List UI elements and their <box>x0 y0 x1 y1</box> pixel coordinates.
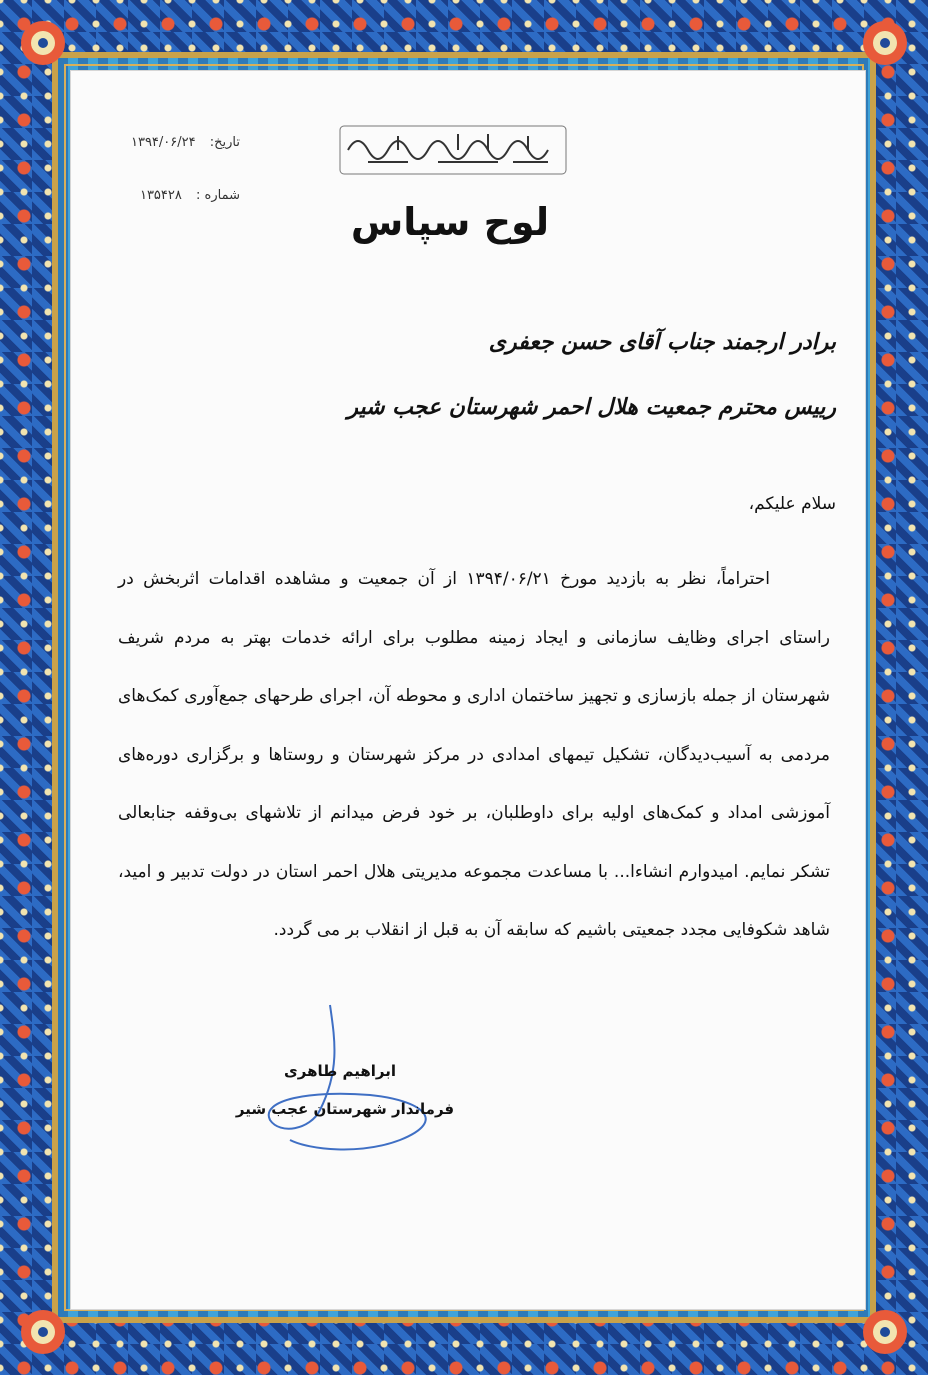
corner-ornament-icon <box>8 8 78 78</box>
recipient-line-2: رییس محترم جمعیت هلال احمر شهرستان عجب شیر <box>347 395 836 420</box>
number-value: ۱۳۵۴۲۸ <box>139 188 182 203</box>
date-label: تاریخ: <box>209 135 240 150</box>
corner-ornament-icon <box>8 1297 78 1367</box>
date-value: ۱۳۹۴/۰۶/۲۴ <box>130 135 196 150</box>
signer-name: ابراهیم طاهری <box>284 1062 396 1080</box>
letter-body <box>118 550 830 960</box>
number-field <box>100 188 240 203</box>
handwritten-signature-icon <box>250 1000 450 1160</box>
greeting: سلام علیکم، <box>748 494 836 514</box>
certificate-title: لوح سپاس <box>350 200 550 244</box>
signer-title: فرماندار شهرستان عجب شیر <box>235 1100 455 1118</box>
letter-body-paragraph: احتراماً، نظر به بازدید مورخ ۱۳۹۴/۰۶/۲۱ از آن جمعیت و مشاهده اقدامات اثربخش در راستای اجرای وظایف سازمانی و ایجاد زمینه مطلوب برای ارائه خدمات بهتر به مردم شریف شهرستان از جمله بازسازی و تجهیز ساختمان اداری و محوطه آن، اجرای طرحهای جمع‌آوری کمک‌های مردمی به آسیب‌دیدگان، تشکیل تیمهای امدادی در مرکز شهرستان و روستاها و برگزاری دوره‌های آموزشی امداد و کمک‌های اولیه برای داوطلبان، بر خود فرض میدانم از تلاشهای بی‌وقفه جنابعالی تشکر نمایم. امیدوارم انشاءا... با مساعدت مجموعه مدیریتی هلال احمر استان در دولت تدبیر و امید، شاهد شکوفایی مجدد جمعیتی باشیم که سابقه آن به قبل از انقلاب بر می گردد. <box>118 569 830 940</box>
number-label: شماره : <box>196 188 240 203</box>
corner-ornament-icon <box>850 8 920 78</box>
date-field <box>100 135 240 150</box>
recipient-line-1: برادر ارجمند جناب آقای حسن جعفری <box>488 330 836 355</box>
bismillah-calligraphy-icon <box>338 120 568 180</box>
